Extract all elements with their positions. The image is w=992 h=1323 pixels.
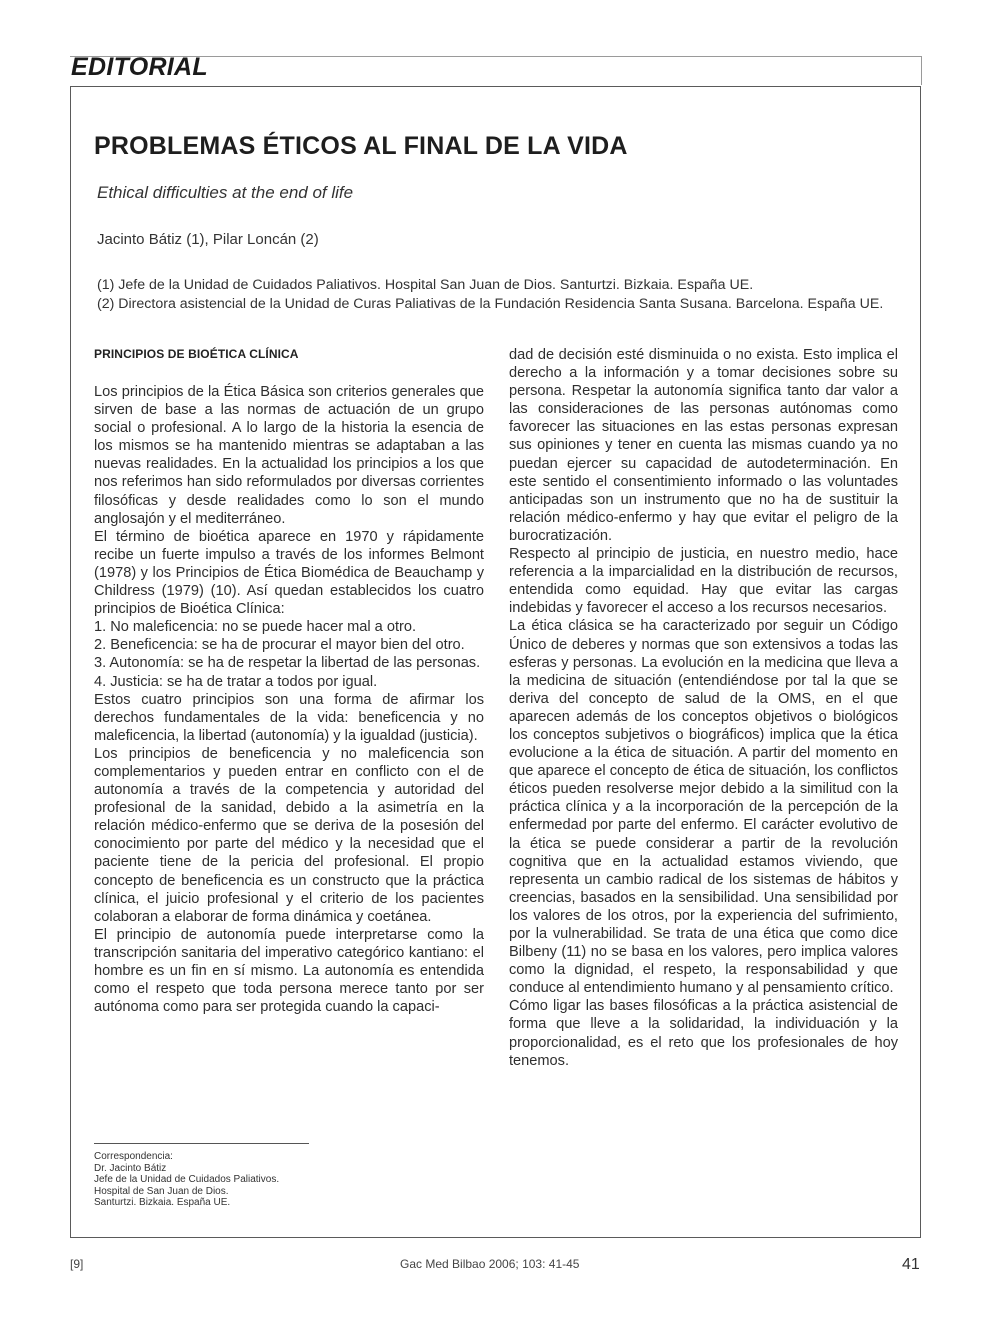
- paragraph: La ética clásica se ha caracterizado por seguir un Código Único de deberes y normas que son extensivos a todas las esferas y personas. La evolución en la medicina que lleva a la medicina de situación (entendiéndose por tal la que se deriva del concepto de salud de la OMS, en el que aparecen además de los conceptos objetivos o biológicos los conceptos subjetivos o biográficos) implica que la ética evolucione a la ética de situación. A partir del momento en que aparece el concepto de ética de situación, los conflictos éticos pueden resolverse mejor debido a la similitud con la práctica clínica y a la incorporación de la percepción de la enfermedad por parte del enfermo. El carácter evolutivo de la ética se puede considerar a partir de la revolución cognitiva que en la actualidad estamos viviendo, que representa un cambio radical de los sistemas de hábitos y creencias, basados en la sensibilidad. Una sensibilidad por los valores de los otros, por la experiencia del sufrimiento, por la vulnerabilidad. Se trata de una ética que como dice Bilbeny (11) no se basa en los valores, pero implica valores como la dignidad, el respeto, la responsabilidad y que conduce al entendimiento humano y al pensamiento crítico.: [509, 618, 898, 997]
- affiliation-2: (2) Directora asistencial de la Unidad de Curas Paliativas de la Fundación Residencia Santa Susana. Barcelona. España UE.: [97, 296, 884, 312]
- correspondence-note: [94, 1151, 279, 1209]
- paragraph: El principio de autonomía puede interpretarse como la transcripción sanitaria del imperativo categórico kantiano: el hombre es un fin en sí mismo. La autonomía es entendida como el respeto que toda persona merece tanto por ser autónoma como para ser protegida cuando la capaci-: [94, 926, 484, 1016]
- paragraph: Los principios de la Ética Básica son criterios generales que sirven de base a las normas de actuación de un grupo social o profesional. A lo largo de la historia la esencia de los mismos se ha mantenido mientras se adaptaban a las nuevas realidades. En la actualidad los principios a los que nos referimos han sido reformulados por diversas corrientes filosóficas y desde realidades como lo son el mundo anglosajón y el mediterráneo.: [94, 384, 484, 527]
- affiliations: [97, 276, 917, 314]
- section-label: EDITORIAL: [71, 53, 208, 81]
- correspondence-line: Correspondencia:: [94, 1151, 173, 1162]
- correspondence-line: Santurtzi. Bizkaia. España UE.: [94, 1197, 231, 1208]
- article-title: PROBLEMAS ÉTICOS AL FINAL DE LA VIDA: [94, 132, 628, 160]
- footer-citation: Gac Med Bilbao 2006; 103: 41-45: [400, 1257, 580, 1271]
- left-column: [94, 383, 484, 1016]
- article-authors: Jacinto Bátiz (1), Pilar Loncán (2): [97, 231, 319, 248]
- footnote-rule: [94, 1143, 309, 1144]
- paragraph: Estos cuatro principios son una forma de afirmar los derechos fundamentales de la vida: beneficencia y no maleficencia, la libertad (autonomía) y la igualdad (justicia).: [94, 691, 484, 744]
- paragraph: Cómo ligar las bases filosóficas a la práctica asistencial de forma que lleve a la solidaridad, la individuación y la proporcionalidad, es el reto que los profesionales de hoy tenemos.: [509, 998, 898, 1069]
- paragraph: Los principios de beneficencia y no maleficencia son complementarios y pueden entrar en conflicto con el de autonomía a través de la competencia y autoridad del profesional de la sanidad, debido a la asimetría en la relación médico-enfermo que se deriva de la posesión del conocimiento por parte del médico y la necesidad que el paciente tiene de la pericia del profesional. El propio concepto de beneficencia es un constructo que la práctica clínica, el juicio profesional y el criterio de los pacientes colaboran a elaborar de forma dinámica y coetánea.: [94, 745, 484, 925]
- footer-page-ref: [9]: [70, 1257, 84, 1271]
- list-item: 2. Beneficencia: se ha de procurar el mayor bien del otro.: [94, 637, 465, 654]
- article-subtitle: Ethical difficulties at the end of life: [97, 183, 354, 202]
- affiliation-1: (1) Jefe de la Unidad de Cuidados Paliativos. Hospital San Juan de Dios. Santurtzi. Bizkaia. España UE.: [97, 277, 754, 293]
- paragraph: dad de decisión esté disminuida o no exista. Esto implica el derecho a la información y a tomar decisiones sobre su persona. Respetar la autonomía significa tanto dar valor a las consideraciones de las personas autónomas como favorecer las situaciones en las estas personas expresan sus opiniones y tener en cuenta las mismas cuando ya no puedan ejercer su capacidad de autodeterminación. En este sentido el consentimiento informado o las voluntades anticipadas son un instrumento que no ha de sustituir la relación médico-enfermo y hay que evitar el peligro de la burocratización.: [509, 347, 898, 544]
- section-heading: PRINCIPIOS DE BIOÉTICA CLÍNICA: [94, 347, 299, 361]
- list-item: 3. Autonomía: se ha de respetar la libertad de las personas.: [94, 655, 481, 672]
- correspondence-line: Jefe de la Unidad de Cuidados Paliativos.: [94, 1174, 280, 1185]
- correspondence-line: Hospital de San Juan de Dios.: [94, 1185, 229, 1197]
- correspondence-line: Dr. Jacinto Bátiz: [94, 1162, 167, 1174]
- paragraph: Respecto al principio de justicia, en nuestro medio, hace referencia a la imparcialidad en la distribución de recursos, entendida como equidad. Hay que evitar las cargas indebidas y favorecer el acceso a los recursos necesarios.: [509, 546, 898, 617]
- list-item: 4. Justicia: se ha de tratar a todos por igual.: [94, 673, 378, 690]
- page-number: 41: [902, 1256, 920, 1273]
- right-column: [509, 346, 898, 1070]
- paragraph: El término de bioética aparece en 1970 y rápidamente recibe un fuerte impulso a través de los informes Belmont (1978) y los Principios de Ética Biomédica de Beauchamp y Childress (1979) (10). Así quedan establecidos los cuatro principios de Bioética Clínica:: [94, 528, 484, 618]
- list-item: 1. No maleficencia: no se puede hacer mal a otro.: [94, 619, 417, 636]
